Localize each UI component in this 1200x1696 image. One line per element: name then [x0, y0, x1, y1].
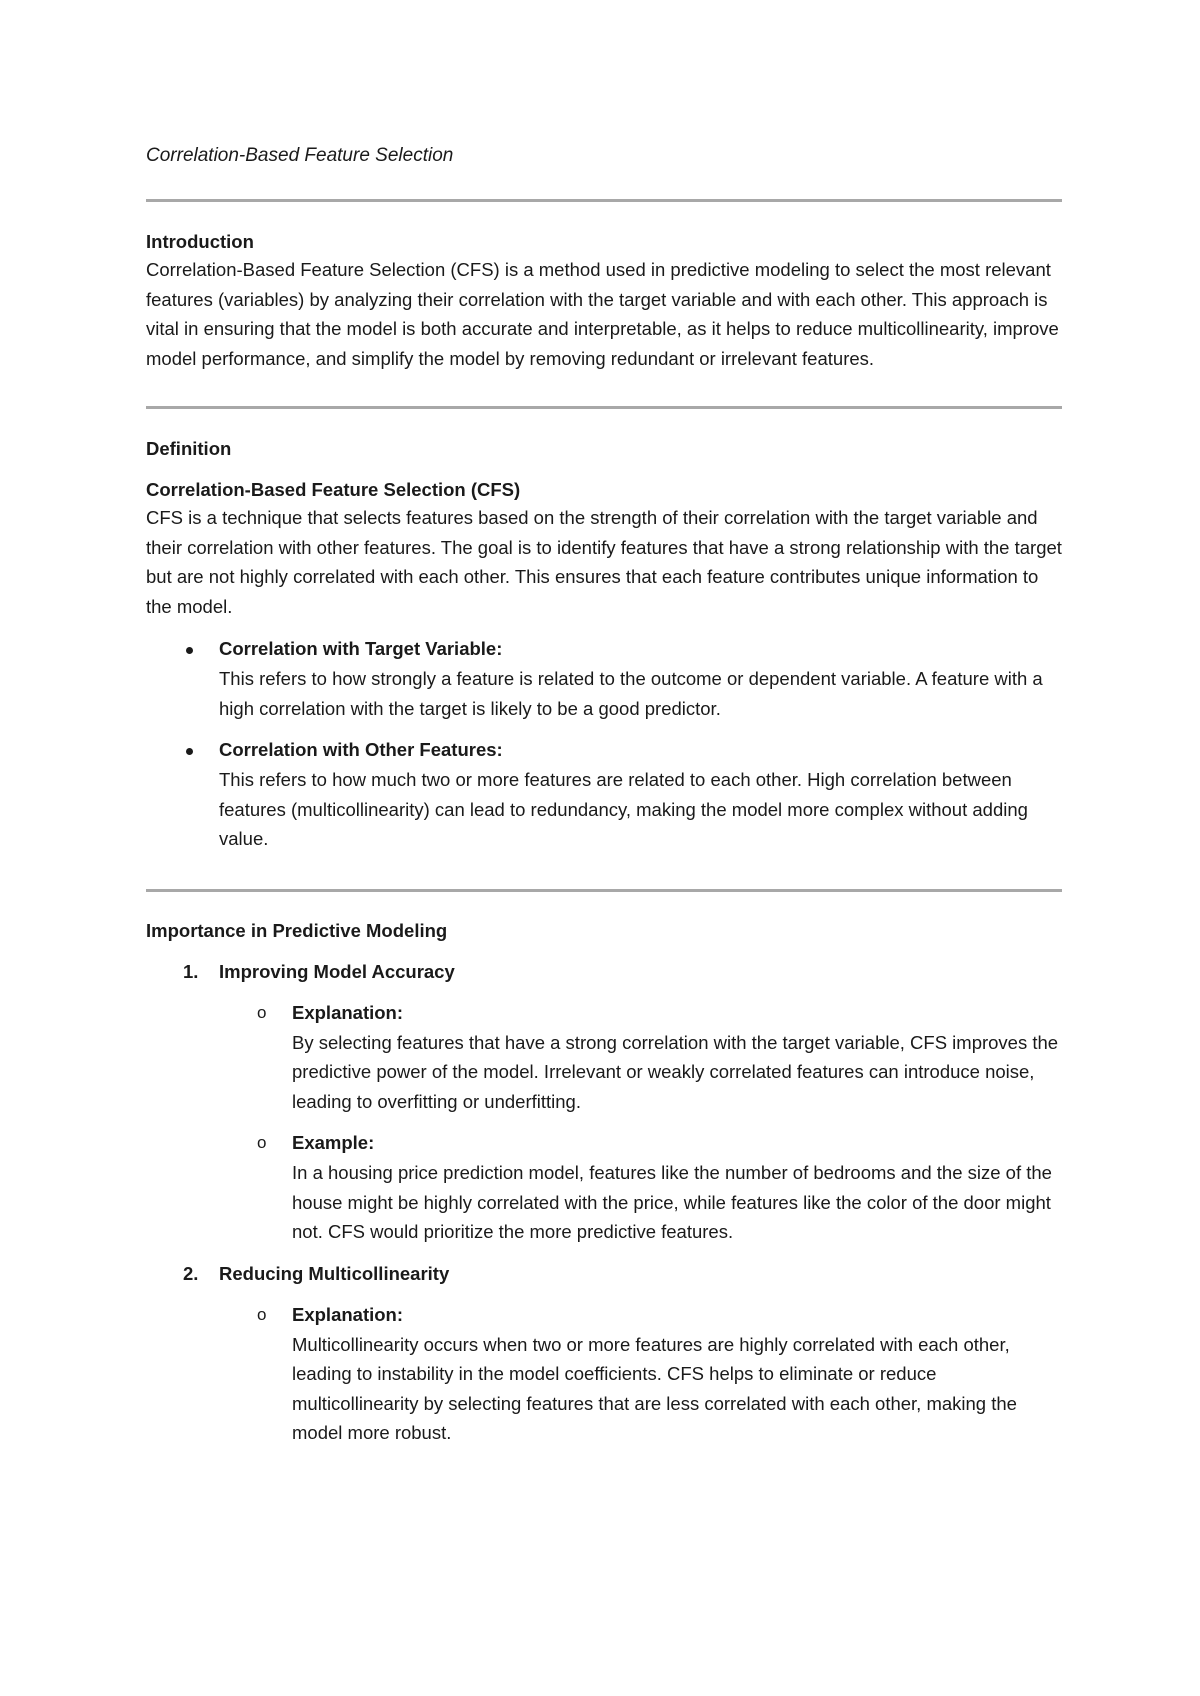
sub-title: Explanation: — [292, 1001, 404, 1023]
sub-title: Example: — [292, 1132, 375, 1153]
list-item — [219, 1130, 1062, 1247]
bullet-title: Correlation with Other Features: — [219, 739, 503, 760]
definition-bullet-list — [146, 636, 1062, 854]
document-title: Correlation-Based Feature Selection — [146, 145, 454, 166]
divider — [146, 406, 1062, 409]
definition-text: CFS is a technique that selects features based on the strength of their correlation with the target variable and their correlation with other features. The goal is to identify features that have a strong relationship with the target but are not highly correlated with each other. This ensures that each feature contributes unique information to the model. — [146, 507, 1062, 617]
introduction-heading: Introduction — [146, 231, 254, 252]
introduction-text: Correlation-Based Feature Selection (CFS) is a method used in predictive modeling to select the most relevant features (variables) by analyzing their correlation with the target variable and with each other. This approach is vital in ensuring that the model is both accurate and interpretable, as it helps to reduce multicollinearity, improve model performance, and simplify the model by removing redundant or irrelevant features. — [146, 259, 1059, 369]
sub-list — [219, 1302, 1062, 1448]
importance-numbered-list — [146, 959, 1062, 1448]
list-item — [219, 1000, 1062, 1117]
step-title: Improving Model Accuracy — [219, 960, 455, 982]
bullet-text: This refers to how strongly a feature is related to the outcome or dependent variable. A feature with a high correlation with the target is likely to be a good predictor. — [219, 668, 1043, 719]
bullet-icon — [186, 748, 193, 755]
list-item — [146, 636, 1062, 723]
step-number: 1. — [183, 960, 199, 982]
sub-bullet-icon: o — [257, 1304, 267, 1324]
step-title: Reducing Multicollinearity — [219, 1262, 450, 1284]
bullet-title: Correlation with Target Variable: — [219, 638, 503, 659]
sub-title: Explanation: — [292, 1303, 404, 1325]
step-number: 2. — [183, 1262, 199, 1284]
bullet-text: This refers to how much two or more features are related to each other. High correlation between features (multicollinearity) can lead to redundancy, making the model more complex without adding value. — [219, 769, 1028, 849]
list-item — [146, 737, 1062, 854]
bullet-icon — [186, 647, 193, 654]
importance-heading: Importance in Predictive Modeling — [146, 919, 448, 941]
definition-subheading: Correlation-Based Feature Selection (CFS) — [146, 479, 521, 500]
sub-bullet-icon: o — [257, 1133, 267, 1152]
divider — [146, 199, 1062, 202]
list-item — [146, 959, 1062, 1247]
definition-heading: Definition — [146, 438, 232, 459]
sub-text: In a housing price prediction model, features like the number of bedrooms and the size of the house might be highly correlated with the price, while features like the color of the door might not. CFS would prioritize the more predictive features. — [292, 1162, 1052, 1242]
sub-list — [219, 1000, 1062, 1247]
list-item — [146, 1261, 1062, 1448]
divider — [146, 889, 1062, 892]
sub-text: Multicollinearity occurs when two or more features are highly correlated with each other, leading to instability in the model coefficients. CFS helps to eliminate or reduce multicollinearity by selecting features that are less correlated with each other, making the model more robust. — [292, 1333, 1017, 1443]
sub-text: By selecting features that have a strong correlation with the target variable, CFS improves the predictive power of the model. Irrelevant or weakly correlated features can introduce noise, leading to overfitting or underfitting. — [292, 1031, 1059, 1112]
sub-bullet-icon: o — [257, 1002, 267, 1022]
list-item — [219, 1302, 1062, 1448]
